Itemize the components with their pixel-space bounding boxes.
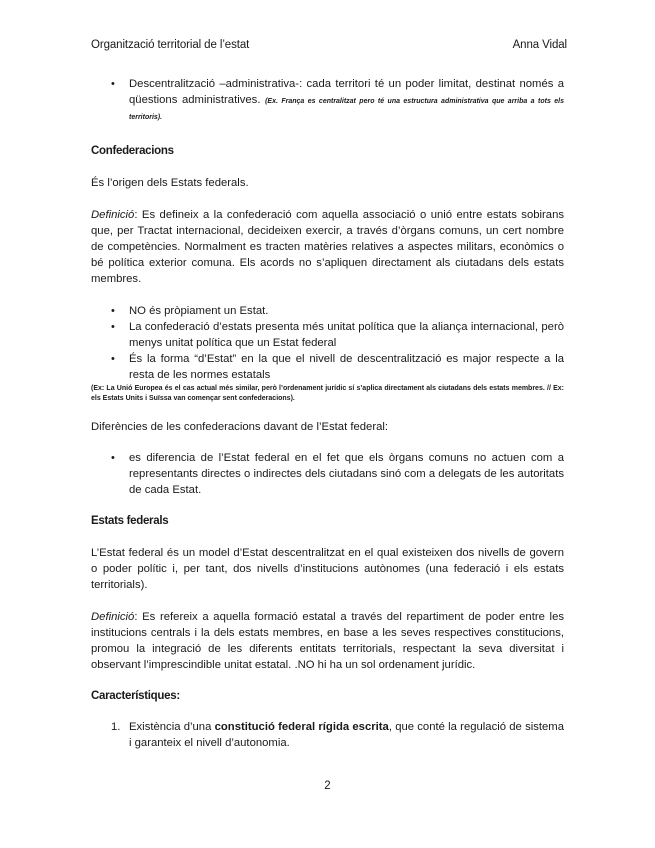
intro-bullet-list [91, 76, 564, 124]
item-bold-text: constitució federal rígida escrita [214, 721, 389, 733]
definition-text: : Es refereix a aquella formació estatal a través del repartiment de poder entre les institucions centrals i la dels estats membres, en base a les seves respectives constitucions, promou la integració de les diferents entitats territorials, respectant la seva diversitat i observant l’imprescindible unitat estatal. .NO hi ha un sol ordenament jurídic. [91, 611, 564, 671]
heading-estats-federals: Estats federals [91, 515, 169, 527]
list-item [91, 351, 564, 383]
page-body [91, 76, 564, 751]
list-item [91, 719, 564, 751]
list-number: 1. [111, 721, 121, 733]
bullet-text: NO és pròpiament un Estat. [129, 305, 269, 317]
header-author: Anna Vidal [512, 39, 567, 51]
confederacions-example: (Ex: La Unió Europea és el cas actual més similar, però l’ordenament jurídic sí s’aplica directament als ciutadans dels estats membres. // Ex: els Estats Units i Suïssa van començar sent confederacions). [91, 385, 564, 402]
page-header [91, 39, 567, 51]
list-item [91, 450, 564, 498]
definition-label: Definició [91, 209, 135, 221]
list-item [91, 303, 564, 319]
heading-caracteristiques: Característiques: [91, 690, 180, 702]
bullet-icon: • [111, 78, 115, 90]
confederacions-bullets [91, 303, 564, 383]
confederacions-diff-intro: Diferències de les confederacions davant de l’Estat federal: [91, 421, 389, 433]
bullet-text: La confederació d’estats presenta més unitat política que la aliança internacional, però menys unitat política que un Estat federal [129, 321, 564, 349]
item-pre-text: Existència d’una [129, 721, 215, 733]
bullet-text: És la forma “d’Estat” en la que el nivell de descentralització es major respecte a la resta de les normes estatals [129, 353, 564, 381]
confederacions-definition [91, 207, 564, 287]
bullet-icon: • [111, 452, 115, 464]
definition-label: Definició [91, 611, 135, 623]
intro-bullet-note: (Ex. França es centralitzat pero té una estructura administrativa que arriba a tots els territoris). [129, 98, 564, 121]
estats-federals-intro: L’Estat federal és un model d’Estat descentralitzat en el qual existeixen dos nivells de govern o poder polític i, per tant, dos nivells d’institucions autònomes (una federació i els estats territorials). [91, 547, 564, 591]
item-post-text: , que conté la regulació de sistema i garanteix el nivell d’autonomia. [129, 721, 564, 749]
bullet-icon: • [111, 353, 115, 365]
intro-bullet-text: Descentralització –administrativa-: cada territori té un poder limitat, destinat només a qüestions administratives. [129, 78, 564, 106]
bullet-icon: • [111, 321, 115, 333]
definition-text: : Es defineix a la confederació com aquella associació o unió entre estats sobirans que, per Tractat internacional, decideixen exercir, a través d’òrgans comuns, un cert nombre de competències. Normalment es tracten matèries relatives a aspectes militars, econòmics o bé política exterior comuna. Els acords no s’apliquen directament als ciutadans dels estats membres. [91, 209, 564, 285]
estats-federals-definition [91, 609, 564, 673]
bullet-text: es diferencia de l’Estat federal en el fet que els òrgans comuns no actuen com a representants directes o indirectes dels ciutadans sinó com a delegats de les autoritats de cada Estat. [129, 452, 564, 496]
header-title: Organització territorial de l’estat [91, 39, 250, 51]
confederacions-origin: És l’origen dels Estats federals. [91, 177, 249, 189]
caracteristiques-list [91, 719, 564, 751]
heading-confederacions: Confederacions [91, 145, 174, 157]
list-item [91, 319, 564, 351]
confederacions-diff-list [91, 450, 564, 498]
list-item [91, 76, 564, 124]
page-number: 2 [324, 780, 331, 792]
bullet-icon: • [111, 305, 115, 317]
